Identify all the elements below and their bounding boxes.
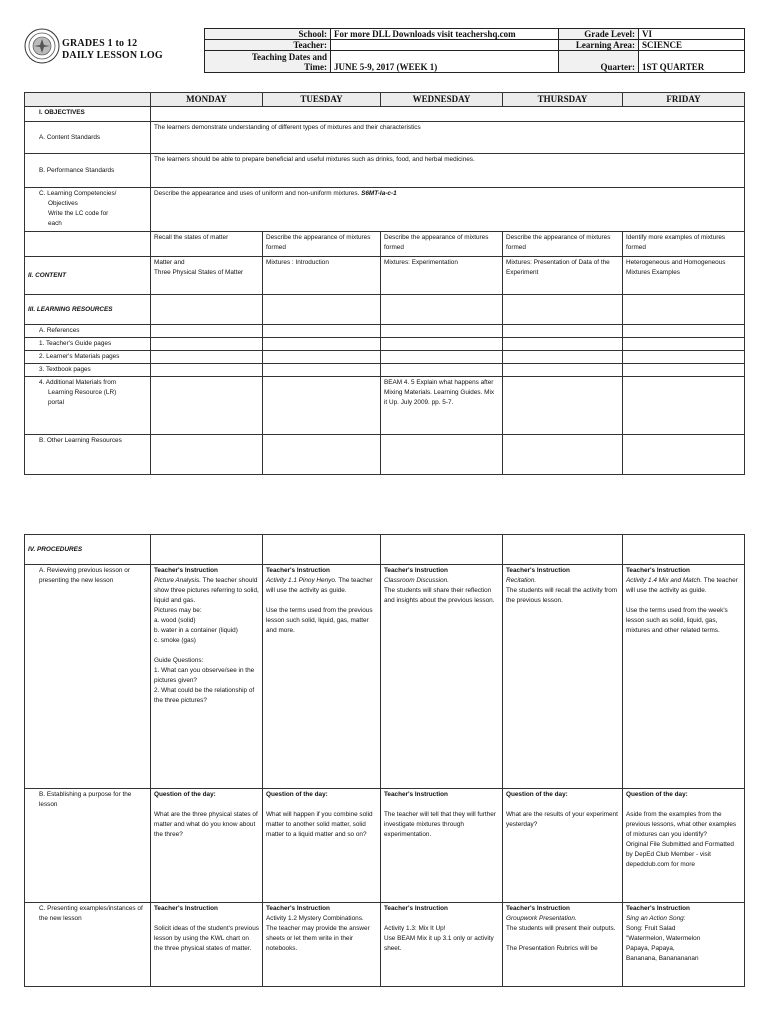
procedure-a-tuesday bbox=[263, 565, 381, 789]
procedure-a-wednesday bbox=[381, 565, 503, 789]
other-resources-wednesday bbox=[381, 435, 503, 475]
procedure-b-tuesday-heading: Question of the day: bbox=[266, 791, 328, 798]
procedure-c-friday-title: Sing an Action Song: bbox=[626, 915, 686, 922]
additional-materials-label bbox=[25, 377, 151, 435]
header bbox=[24, 28, 742, 74]
textbook-monday bbox=[151, 364, 263, 377]
day-header-friday: FRIDAY bbox=[623, 93, 745, 107]
procedure-b-thursday-body: What are the results of your experiment yesterday? bbox=[506, 811, 618, 828]
other-resources-label: B. Other Learning Resources bbox=[25, 435, 151, 475]
resources-wednesday bbox=[381, 295, 503, 325]
procedure-a-monday-question-2: 2. What could be the relationship of the three pictures? bbox=[154, 687, 255, 704]
procedure-c-monday-heading: Teacher's Instruction bbox=[154, 905, 218, 912]
procedure-c-friday-lyric-3: Bananana, Bananananan bbox=[626, 955, 699, 962]
procedure-c-friday bbox=[623, 903, 745, 987]
references-thursday bbox=[503, 325, 623, 338]
procedure-b-friday-note: Original File Submitted and Formatted by DepEd Club Member - visit depedclub.com for more bbox=[626, 841, 734, 868]
content-monday-line-2: Three Physical States of Matter bbox=[154, 269, 244, 276]
quarter-value: 1ST QUARTER bbox=[639, 51, 745, 73]
competencies-label-line-3: Write the LC code for bbox=[48, 210, 109, 217]
procedure-c-monday-body: Solicit ideas of the student's previous lesson by using the KWL chart on the three physical states of matter. bbox=[154, 925, 259, 952]
dates-label bbox=[205, 51, 331, 73]
procedure-c-thursday-heading: Teacher's Instruction bbox=[506, 905, 570, 912]
procedure-a-monday bbox=[151, 565, 263, 789]
page-title bbox=[62, 38, 163, 62]
competencies-description: Describe the appearance and uses of uniform and non-uniform mixtures. bbox=[154, 190, 360, 197]
textbook-wednesday bbox=[381, 364, 503, 377]
day-header-monday: MONDAY bbox=[151, 93, 263, 107]
content-monday-line-1: Matter and bbox=[154, 259, 185, 266]
procedure-b-thursday-heading: Question of the day: bbox=[506, 791, 568, 798]
procedure-b-monday bbox=[151, 789, 263, 903]
content-friday: Heterogeneous and Homogeneous Mixtures Examples bbox=[623, 257, 745, 295]
learners-materials-tuesday bbox=[263, 351, 381, 364]
procedure-b-friday-heading: Question of the day: bbox=[626, 791, 688, 798]
area-value: SCIENCE bbox=[639, 40, 745, 51]
dates-label-line-1: Teaching Dates and bbox=[251, 51, 327, 62]
procedure-b-friday-body: Aside from the examples from the previous lessons, what other examples of mixtures can you identify? bbox=[626, 811, 737, 838]
procedure-c-wednesday bbox=[381, 903, 503, 987]
procedure-a-monday-picture-1: a. wood (solid) bbox=[154, 617, 196, 624]
procedure-a-monday-heading: Teacher's Instruction bbox=[154, 567, 218, 574]
learners-materials-wednesday bbox=[381, 351, 503, 364]
content-label: II. CONTENT bbox=[25, 257, 151, 295]
procedures-monday bbox=[151, 535, 263, 565]
procedures-friday bbox=[623, 535, 745, 565]
procedure-c-monday bbox=[151, 903, 263, 987]
teachers-guide-monday bbox=[151, 338, 263, 351]
references-wednesday bbox=[381, 325, 503, 338]
procedure-a-monday-title: Picture Analysis. bbox=[154, 577, 201, 584]
competencies-label-line-4: each bbox=[48, 220, 62, 227]
additional-materials-monday bbox=[151, 377, 263, 435]
procedure-c-friday-lyric-1: "Watermelon, Watermelon bbox=[626, 935, 701, 942]
content-tuesday: Mixtures : Introduction bbox=[263, 257, 381, 295]
procedures-thursday bbox=[503, 535, 623, 565]
textbook-friday bbox=[623, 364, 745, 377]
procedure-b-friday bbox=[623, 789, 745, 903]
learners-materials-label: 2. Learner's Materials pages bbox=[25, 351, 151, 364]
teacher-value bbox=[331, 40, 559, 51]
title-line-2: DAILY LESSON LOG bbox=[62, 50, 163, 61]
procedure-c-friday-song: Song: Fruit Salad bbox=[626, 925, 676, 932]
resources-label: III. LEARNING RESOURCES bbox=[25, 295, 151, 325]
teachers-guide-thursday bbox=[503, 338, 623, 351]
procedure-a-monday-question-1: 1. What can you observe/see in the pictures given? bbox=[154, 667, 255, 684]
day-header-tuesday: TUESDAY bbox=[263, 93, 381, 107]
daily-objective-tuesday: Describe the appearance of mixtures formed bbox=[263, 232, 381, 257]
procedures-wednesday bbox=[381, 535, 503, 565]
competencies-label-line-1: C. Learning Competencies/ bbox=[39, 190, 117, 197]
other-resources-tuesday bbox=[263, 435, 381, 475]
procedure-b-tuesday bbox=[263, 789, 381, 903]
procedure-a-thursday-body: The students will recall the activity from the previous lesson. bbox=[506, 587, 618, 604]
references-monday bbox=[151, 325, 263, 338]
daily-objective-blank bbox=[25, 232, 151, 257]
procedure-b-monday-heading: Question of the day: bbox=[154, 791, 216, 798]
resources-monday bbox=[151, 295, 263, 325]
resources-friday bbox=[623, 295, 745, 325]
procedure-c-thursday-body: The students will present their outputs. bbox=[506, 925, 616, 932]
procedure-c-friday-heading: Teacher's Instruction bbox=[626, 905, 690, 912]
procedure-a-monday-picture-3: c. smoke (gas) bbox=[154, 637, 196, 644]
quarter-label: Quarter: bbox=[559, 51, 639, 73]
procedure-b-wednesday-body: The teacher will tell that they will further investigate mixtures through experimentation. bbox=[384, 811, 496, 838]
procedure-a-tuesday-title: Activity 1.1 Pinoy Henyo. bbox=[266, 577, 337, 584]
day-header-thursday: THURSDAY bbox=[503, 93, 623, 107]
dates-label-line-2: Time: bbox=[304, 61, 327, 72]
resources-thursday bbox=[503, 295, 623, 325]
grade-value: VI bbox=[639, 29, 745, 40]
procedure-a-wednesday-body: The students will share their reflection and insights about the previous lesson. bbox=[384, 587, 495, 604]
area-label: Learning Area: bbox=[559, 40, 639, 51]
header-blank-cell bbox=[25, 93, 151, 107]
procedure-a-monday-picture-2: b. water in a container (liquid) bbox=[154, 627, 238, 634]
competencies-text bbox=[151, 188, 745, 232]
daily-objective-monday: Recall the states of matter bbox=[151, 232, 263, 257]
additional-materials-thursday bbox=[503, 377, 623, 435]
procedure-a-tuesday-heading: Teacher's Instruction bbox=[266, 567, 330, 574]
procedure-a-friday-title: Activity 1.4 Mix and Match. bbox=[626, 577, 703, 584]
procedure-b-wednesday-heading: Teacher's Instruction bbox=[384, 791, 448, 798]
references-friday bbox=[623, 325, 745, 338]
procedure-a-friday-body: The teacher will use the activity as guide. bbox=[626, 577, 738, 594]
additional-materials-friday bbox=[623, 377, 745, 435]
school-label: School: bbox=[205, 29, 331, 40]
other-resources-monday bbox=[151, 435, 263, 475]
textbook-tuesday bbox=[263, 364, 381, 377]
daily-objective-wednesday: Describe the appearance of mixtures formed bbox=[381, 232, 503, 257]
header-info-table bbox=[204, 28, 745, 73]
procedure-c-wednesday-body-2: Use BEAM Mix it up 3.1 only or activity sheet. bbox=[384, 935, 494, 952]
procedure-a-tuesday-body: The teacher will use the activity as guide. bbox=[266, 577, 373, 594]
learners-materials-thursday bbox=[503, 351, 623, 364]
content-standards-text: The learners demonstrate understanding of different types of mixtures and their characteristics bbox=[151, 122, 745, 154]
performance-standards-text: The learners should be able to prepare beneficial and useful mixtures such as drinks, food, and herbal medicines. bbox=[151, 154, 745, 188]
title-line-1: GRADES 1 to 12 bbox=[62, 38, 138, 49]
content-monday bbox=[151, 257, 263, 295]
other-resources-thursday bbox=[503, 435, 623, 475]
competencies-label bbox=[25, 188, 151, 232]
content-thursday: Mixtures: Presentation of Data of the Experiment bbox=[503, 257, 623, 295]
performance-standards-label: B. Performance Standards bbox=[25, 154, 151, 188]
procedure-b-tuesday-body: What will happen if you combine solid matter to another solid matter, solid matter to a liquid matter and so on? bbox=[266, 811, 373, 838]
objectives-blank bbox=[151, 107, 745, 122]
textbook-thursday bbox=[503, 364, 623, 377]
resources-tuesday bbox=[263, 295, 381, 325]
additional-materials-line-2: Learning Resource (LR) bbox=[48, 389, 117, 396]
daily-objective-friday: Identify more examples of mixtures formed bbox=[623, 232, 745, 257]
competencies-label-line-2: Objectives bbox=[48, 200, 78, 207]
procedure-a-label: A. Reviewing previous lesson or presenting the new lesson bbox=[25, 565, 151, 789]
references-tuesday bbox=[263, 325, 381, 338]
procedures-tuesday bbox=[263, 535, 381, 565]
additional-materials-tuesday bbox=[263, 377, 381, 435]
procedure-c-tuesday bbox=[263, 903, 381, 987]
procedure-a-wednesday-title: Classroom Discussion. bbox=[384, 577, 449, 584]
procedure-a-thursday-title: Recitation. bbox=[506, 577, 537, 584]
procedure-a-friday-body-2: Use the terms used from the week's lesson such as solid, liquid, gas, mixtures and other related terms. bbox=[626, 607, 728, 634]
teachers-guide-tuesday bbox=[263, 338, 381, 351]
objectives-label: I. OBJECTIVES bbox=[25, 107, 151, 122]
learners-materials-monday bbox=[151, 351, 263, 364]
procedure-c-tuesday-body: The teacher may provide the answer sheets or let them write in their notebooks. bbox=[266, 925, 370, 952]
teachers-guide-label: 1. Teacher's Guide pages bbox=[25, 338, 151, 351]
deped-seal-icon bbox=[24, 28, 60, 64]
daily-objective-thursday: Describe the appearance of mixtures formed bbox=[503, 232, 623, 257]
competency-code: S6MT-Ia-c-1 bbox=[361, 190, 397, 197]
procedure-a-friday-heading: Teacher's Instruction bbox=[626, 567, 690, 574]
procedure-c-tuesday-heading: Teacher's Instruction bbox=[266, 905, 330, 912]
procedure-c-thursday-title: Groupwork Presentation. bbox=[506, 915, 577, 922]
procedure-a-monday-guide-questions: Guide Questions: bbox=[154, 657, 204, 664]
procedure-b-monday-body: What are the three physical states of matter and what do you know about the three? bbox=[154, 811, 258, 838]
dates-value: JUNE 5-9, 2017 (WEEK 1) bbox=[331, 51, 559, 73]
procedure-a-monday-pictures: Pictures may be: bbox=[154, 607, 202, 614]
references-label: A. References bbox=[25, 325, 151, 338]
procedure-a-wednesday-heading: Teacher's Instruction bbox=[384, 567, 448, 574]
procedure-c-thursday-body-2: The Presentation Rubrics will be bbox=[506, 945, 598, 952]
procedure-a-friday bbox=[623, 565, 745, 789]
lesson-plan-table bbox=[24, 92, 745, 475]
content-standards-label: A. Content Standards bbox=[25, 122, 151, 154]
procedure-b-wednesday bbox=[381, 789, 503, 903]
procedure-a-thursday bbox=[503, 565, 623, 789]
content-wednesday: Mixtures: Experimentation bbox=[381, 257, 503, 295]
procedures-label: IV. PROCEDURES bbox=[25, 535, 151, 565]
additional-materials-line-3: portal bbox=[48, 399, 64, 406]
teachers-guide-wednesday bbox=[381, 338, 503, 351]
procedure-a-monday-body: The teacher should show three pictures referring to solid, liquid and gas. bbox=[154, 577, 259, 604]
procedure-c-thursday bbox=[503, 903, 623, 987]
procedure-b-label: B. Establishing a purpose for the lesson bbox=[25, 789, 151, 903]
procedure-b-thursday bbox=[503, 789, 623, 903]
learners-materials-friday bbox=[623, 351, 745, 364]
procedures-table bbox=[24, 534, 745, 987]
textbook-label: 3. Textbook pages bbox=[25, 364, 151, 377]
grade-label: Grade Level: bbox=[559, 29, 639, 40]
day-header-wednesday: WEDNESDAY bbox=[381, 93, 503, 107]
teacher-label: Teacher: bbox=[205, 40, 331, 51]
additional-materials-line-1: 4. Additional Materials from bbox=[39, 379, 117, 386]
procedure-c-friday-lyric-2: Papaya, Papaya, bbox=[626, 945, 675, 952]
procedure-c-tuesday-title: Activity 1.2 Mystery Combinations. bbox=[266, 915, 364, 922]
procedure-c-label: C. Presenting examples/instances of the new lesson bbox=[25, 903, 151, 987]
school-value: For more DLL Downloads visit teachershq.com bbox=[331, 29, 559, 40]
procedure-c-wednesday-heading: Teacher's Instruction bbox=[384, 905, 448, 912]
procedure-c-wednesday-body-1: Activity 1.3: Mix It Up! bbox=[384, 925, 446, 932]
additional-materials-wednesday: BEAM 4. 5 Explain what happens after Mixing Materials. Learning Guides. Mix it Up. July 2009. pp. 5-7. bbox=[381, 377, 503, 435]
other-resources-friday bbox=[623, 435, 745, 475]
procedure-a-thursday-heading: Teacher's Instruction bbox=[506, 567, 570, 574]
procedure-a-tuesday-body-2: Use the terms used from the previous lesson such solid, liquid, gas, matter and more. bbox=[266, 607, 373, 634]
teachers-guide-friday bbox=[623, 338, 745, 351]
